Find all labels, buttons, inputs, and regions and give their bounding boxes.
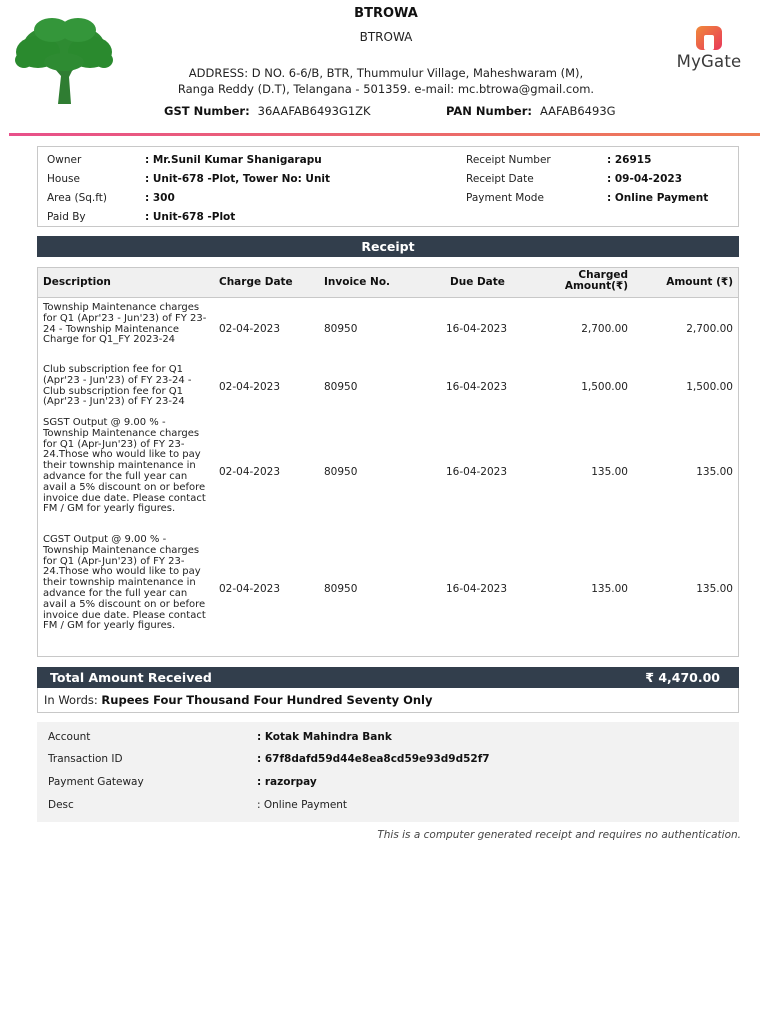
row-4-charged-amount: 135.00 bbox=[591, 583, 628, 595]
col-amount: Amount (₹) bbox=[666, 276, 733, 288]
address-line-2: Ranga Reddy (D.T), Telangana - 501359. e-mail: mc.btrowa@gmail.com. bbox=[177, 81, 595, 96]
account-label: Account bbox=[48, 731, 91, 743]
address-line-1: ADDRESS: D NO. 6-6/B, BTR, Thummulur Village, Maheshwaram (M), bbox=[188, 66, 584, 80]
row-2-due-date: 16-04-2023 bbox=[446, 381, 508, 393]
row-4-description: CGST Output @ 9.00 % - Township Maintenance charges for Q1 (Apr-Jun'23) of FY 23-24.Those who would like to pay their township maintenance in advance for the full year can avail a 5% discount on or before invoice due date. Please contact FM / GM for yearly figures. bbox=[43, 534, 206, 632]
owner-value: : Mr.Sunil Kumar Shanigarapu bbox=[145, 154, 322, 166]
row-1-charged-amount: 2,700.00 bbox=[581, 323, 628, 335]
receipt-number-value: : 26915 bbox=[607, 154, 652, 166]
transaction-id-row bbox=[48, 753, 490, 765]
mygate-logo bbox=[674, 26, 744, 71]
receipt-date-label: Receipt Date bbox=[466, 173, 534, 185]
org-name: BTROWA bbox=[354, 6, 418, 21]
receipt-number-label: Receipt Number bbox=[466, 154, 551, 166]
area-label: Area (Sq.ft) bbox=[47, 192, 107, 204]
gst-number bbox=[164, 104, 371, 118]
header-divider bbox=[9, 133, 760, 136]
words-label: In Words: bbox=[44, 693, 98, 707]
receipt-title-bar: Receipt bbox=[37, 236, 739, 257]
payment-details-box bbox=[37, 722, 739, 822]
pan-label: PAN Number: bbox=[446, 104, 532, 118]
payment-gateway-label: Payment Gateway bbox=[48, 776, 144, 788]
desc-row bbox=[48, 799, 348, 811]
org-subname: BTROWA bbox=[359, 30, 413, 44]
words-value: Rupees Four Thousand Four Hundred Seventy Only bbox=[101, 693, 433, 707]
col-charged-amount bbox=[548, 270, 628, 291]
row-3-invoice-no: 80950 bbox=[324, 466, 358, 478]
total-value: ₹ 4,470.00 bbox=[645, 670, 720, 685]
row-2-charged-amount: 1,500.00 bbox=[581, 381, 628, 393]
payment-gateway-value: : razorpay bbox=[257, 776, 317, 788]
gst-label: GST Number: bbox=[164, 104, 250, 118]
col-charge-date: Charge Date bbox=[219, 276, 293, 288]
row-4-amount: 135.00 bbox=[696, 583, 733, 595]
total-label: Total Amount Received bbox=[50, 670, 212, 685]
total-amount-bar bbox=[37, 667, 739, 688]
row-3-charged-amount: 135.00 bbox=[591, 466, 628, 478]
payment-gateway-row bbox=[48, 776, 317, 788]
row-3-amount: 135.00 bbox=[696, 466, 733, 478]
amount-in-words bbox=[37, 688, 739, 713]
paid-by-label: Paid By bbox=[47, 211, 86, 223]
house-value: : Unit-678 -Plot, Tower No: Unit bbox=[145, 173, 331, 185]
brand-name: MyGate bbox=[676, 52, 742, 71]
owner-label: Owner bbox=[47, 154, 82, 166]
desc-label: Desc bbox=[48, 799, 74, 811]
pan-value: AAFAB6493G bbox=[540, 104, 616, 118]
row-1-charge-date: 02-04-2023 bbox=[219, 323, 281, 335]
table-header bbox=[38, 268, 738, 298]
row-3-due-date: 16-04-2023 bbox=[446, 466, 508, 478]
col-invoice-no: Invoice No. bbox=[324, 276, 391, 288]
row-1-amount: 2,700.00 bbox=[686, 323, 733, 335]
row-2-amount: 1,500.00 bbox=[686, 381, 733, 393]
charges-table bbox=[37, 267, 739, 657]
transaction-id-label: Transaction ID bbox=[48, 753, 123, 765]
row-4-charge-date: 02-04-2023 bbox=[219, 583, 281, 595]
transaction-id-value: : 67f8dafd59d44e8ea8cd59e93d9d52f7 bbox=[257, 753, 490, 765]
receipt-header bbox=[0, 0, 768, 132]
account-row bbox=[48, 731, 392, 743]
house-label: House bbox=[47, 173, 80, 185]
payment-mode-value: : Online Payment bbox=[607, 192, 709, 204]
footnote: This is a computer generated receipt and requires no authentication. bbox=[377, 829, 741, 841]
row-2-charge-date: 02-04-2023 bbox=[219, 381, 281, 393]
pan-number bbox=[446, 104, 616, 118]
col-due-date: Due Date bbox=[450, 276, 505, 288]
row-1-due-date: 16-04-2023 bbox=[446, 323, 508, 335]
col-charged-amount-line2: Amount(₹) bbox=[564, 279, 628, 292]
row-2-invoice-no: 80950 bbox=[324, 381, 358, 393]
row-1-description: Township Maintenance charges for Q1 (Apr'23 - Jun'23) of FY 23-24 - Township Maintenance Charge for Q1_FY 2023-24 bbox=[43, 302, 207, 346]
mygate-logo-icon bbox=[696, 26, 722, 50]
row-4-invoice-no: 80950 bbox=[324, 583, 358, 595]
row-2-description: Club subscription fee for Q1 (Apr'23 - Jun'23) of FY 23-24 - Club subscription fee for Q1 (Apr'23 - Jun'23) of FY 23-24 bbox=[43, 364, 192, 408]
receipt-info-box bbox=[37, 146, 739, 227]
row-4-due-date: 16-04-2023 bbox=[446, 583, 508, 595]
payment-mode-label: Payment Mode bbox=[466, 192, 544, 204]
paid-by-value: : Unit-678 -Plot bbox=[145, 211, 236, 223]
desc-value: : Online Payment bbox=[257, 799, 348, 811]
area-value: : 300 bbox=[145, 192, 175, 204]
row-3-description: SGST Output @ 9.00 % - Township Maintenance charges for Q1 (Apr-Jun'23) of FY 23-24.Those who would like to pay their township maintenance in advance for the full year can avail a 5% discount on or before invoice due date. Please contact FM / GM for yearly figures. bbox=[43, 417, 206, 515]
account-value: : Kotak Mahindra Bank bbox=[257, 731, 392, 743]
row-1-invoice-no: 80950 bbox=[324, 323, 358, 335]
gst-value: 36AAFAB6493G1ZK bbox=[257, 104, 371, 118]
org-address bbox=[0, 66, 768, 97]
receipt-date-value: : 09-04-2023 bbox=[607, 173, 683, 185]
row-3-charge-date: 02-04-2023 bbox=[219, 466, 281, 478]
col-description: Description bbox=[43, 276, 111, 288]
col-charged-amount-line1: Charged bbox=[578, 269, 628, 281]
